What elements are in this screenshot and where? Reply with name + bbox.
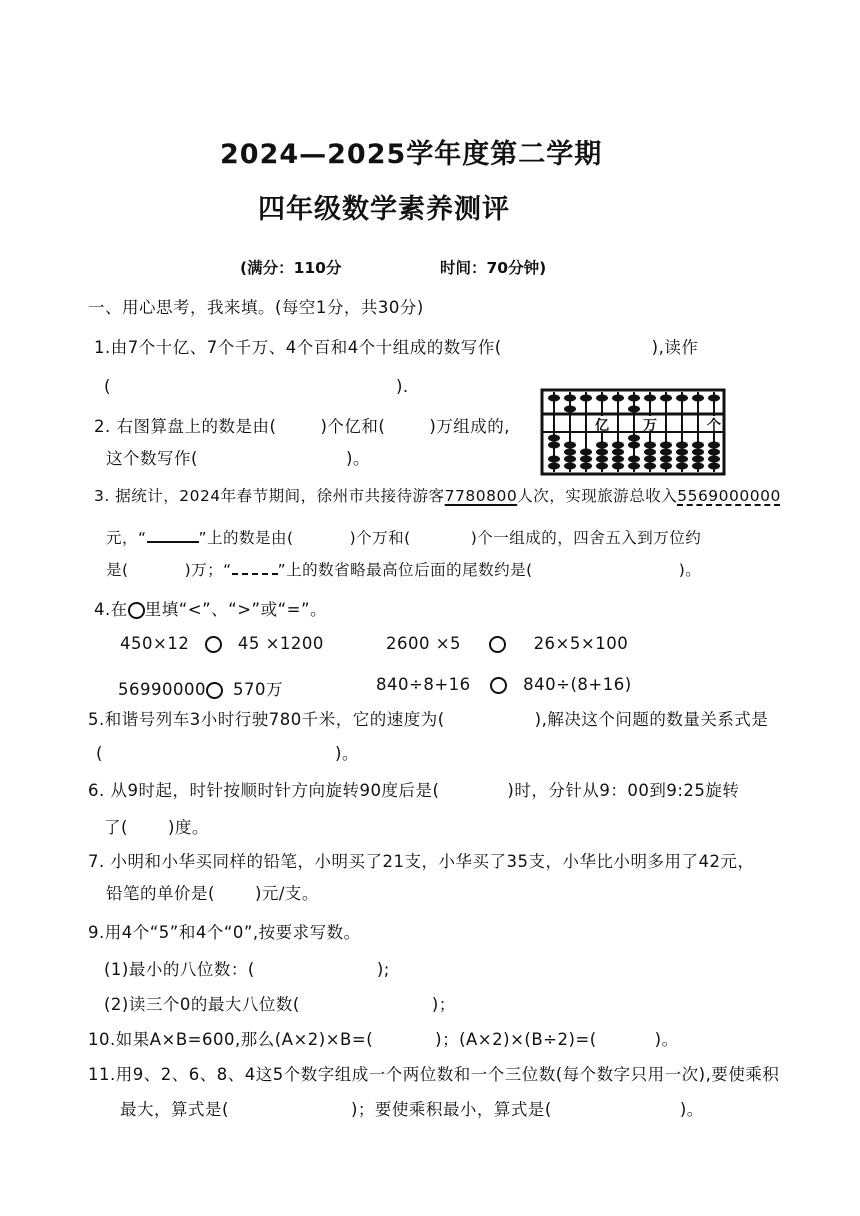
abacus-drawing (540, 388, 726, 476)
q3-income-number: 5569000000 (677, 487, 781, 505)
abacus-figure (540, 388, 726, 476)
question-7 (88, 848, 754, 872)
compare-circle-1[interactable] (205, 636, 222, 653)
q7-text-b: 铅笔的单价是( (106, 884, 215, 903)
question-1 (94, 334, 698, 358)
q4-text-a: 4.在 (94, 600, 128, 619)
q5-text-c: ( (96, 744, 103, 763)
q11-text-d: )。 (679, 1100, 704, 1119)
q7-text-c: )元/支。 (254, 884, 319, 903)
q6-text-b: )时，分针从9：00到9:25旋转 (507, 781, 740, 800)
q9-text-b: (1)最小的八位数：( (104, 960, 255, 979)
circle-icon (128, 602, 145, 619)
question-11-line2 (120, 1096, 704, 1120)
q9-text-c: ); (376, 960, 390, 979)
q2-text-a: 2. 右图算盘上的数是由( (94, 417, 277, 436)
q3-text-e: )个万和( (349, 529, 411, 547)
q1-text-c: ( (104, 377, 111, 396)
q4-c4-right: 840÷(8+16) (523, 675, 632, 694)
question-4 (94, 596, 327, 620)
q3-text-g: 是( (106, 561, 129, 579)
q11-text-c: )；要使乘积最小，算式是( (350, 1100, 552, 1119)
q6-text-a: 6. 从9时起，时针按顺时针方向旋转90度后是( (88, 781, 440, 800)
q6-text-d: )度。 (167, 818, 209, 837)
q7-text-a: 7. 小明和小华买同样的铅笔，小明买了21支，小华买了35支，小华比小明多用了42元， (88, 852, 755, 871)
compare-circle-3[interactable] (206, 682, 223, 699)
q3-text-b: 人次，实现旅游总收入 (517, 487, 678, 505)
q2-text-c: )万组成的, (429, 417, 510, 436)
abacus-label-wan: 万 (643, 418, 657, 434)
exam-title-line2: 四年级数学素养测评 (258, 194, 510, 225)
q1-text-d: ). (395, 377, 409, 396)
question-10 (88, 1026, 679, 1050)
q4-c1-left: 450×12 (120, 634, 190, 653)
question-9-part1 (104, 956, 390, 980)
q11-text-a: 11.用9、2、6、8、4这5个数字组成一个两位数和一个三位数(每个数字只用一次),要使乘积 (88, 1065, 780, 1084)
q3-text-d: ”上的数是由( (198, 529, 294, 547)
q10-text-c: )。 (654, 1030, 679, 1049)
abacus-label-yi: 亿 (595, 418, 609, 434)
question-6-line2 (104, 814, 209, 838)
q3-text-h: )万；“ (184, 561, 232, 579)
q5-text-d: )。 (334, 744, 359, 763)
question-3 (94, 484, 781, 506)
q10-text-b: )；(A×2)×(B÷2)=( (435, 1030, 597, 1049)
q4-compare-3 (118, 676, 283, 700)
question-3-line2 (106, 526, 701, 548)
question-2-line2 (106, 445, 370, 469)
question-2 (94, 413, 510, 437)
question-11 (88, 1061, 779, 1085)
question-5 (88, 706, 768, 730)
question-3-line3 (106, 558, 701, 580)
q11-text-b: 最大，算式是( (120, 1100, 229, 1119)
q4-c1-right: 45 ×1200 (237, 634, 324, 653)
q4-c3-right: 570万 (232, 680, 283, 699)
q3-text-c: 元，“ (106, 529, 147, 547)
question-6 (88, 777, 739, 801)
section-1-heading: 一、用心思考，我来填。(每空1分，共30分) (88, 298, 424, 317)
q9-text-a: 9.用4个“5”和4个“0”,按要求写数。 (88, 923, 361, 942)
compare-circle-4[interactable] (490, 677, 507, 694)
exam-time: 时间：70分钟) (440, 259, 547, 277)
q2-text-d: 这个数写作( (106, 449, 198, 468)
question-9-part2 (104, 991, 456, 1015)
q3-text-f: )个一组成的，四舍五入到万位约 (470, 529, 702, 547)
q3-text-a: 3. 据统计，2024年春节期间，徐州市共接待游客 (94, 487, 445, 505)
q1-text-a: 1.由7个十亿、7个千万、4个百和4个十组成的数写作( (94, 338, 502, 357)
q5-text-b: ),解决这个问题的数量关系式是 (534, 710, 769, 729)
question-1-line2 (104, 377, 409, 396)
q6-text-c: 了( (104, 818, 128, 837)
q2-text-b: )个亿和( (320, 417, 386, 436)
q4-c2-left: 2600 ×5 (386, 634, 462, 653)
abacus-label-ge: 个 (707, 418, 721, 434)
question-9 (88, 919, 361, 943)
q3-text-j: )。 (678, 561, 702, 579)
q3-visitors-number: 7780800 (444, 487, 518, 505)
q4-c2-right: 26×5×100 (533, 634, 629, 653)
q4-compare-2 (386, 634, 628, 653)
q4-compare-1 (120, 634, 324, 653)
q5-text-a: 5.和谐号列车3小时行驶780千米，它的速度为( (88, 710, 445, 729)
q4-compare-4 (376, 675, 632, 694)
question-5-line2 (96, 740, 359, 764)
q4-c3-left: 56990000 (118, 680, 206, 699)
exam-title-line1: 2024—2025学年度第二学期 (220, 139, 603, 170)
question-7-line2 (106, 880, 319, 904)
q9-text-d: (2)读三个0的最大八位数( (104, 995, 300, 1014)
compare-circle-2[interactable] (489, 636, 506, 653)
q2-text-e: )。 (345, 449, 370, 468)
q4-text-b: 里填“<”、“>”或“=”。 (144, 600, 328, 619)
q9-text-e: )； (431, 995, 456, 1014)
q1-text-b: ),读作 (651, 338, 699, 357)
q10-text-a: 10.如果A×B=600,那么(A×2)×B=( (88, 1030, 374, 1049)
full-score: (满分：110分 (240, 259, 342, 277)
q3-text-i: ”上的数省略最高位后面的尾数约是( (277, 561, 533, 579)
q4-c4-left: 840÷8+16 (376, 675, 471, 694)
